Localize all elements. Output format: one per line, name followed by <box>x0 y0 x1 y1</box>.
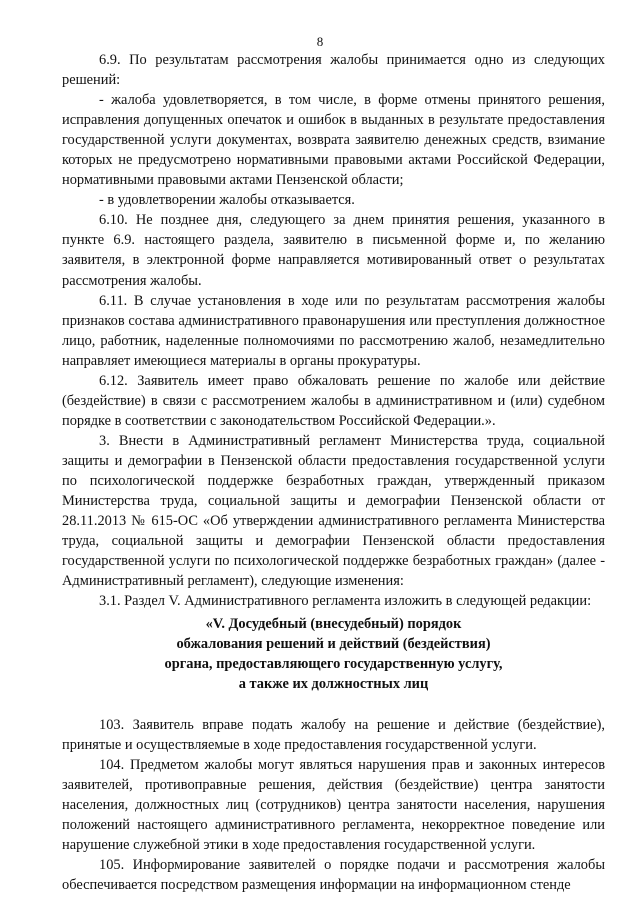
section-heading <box>62 614 605 694</box>
paragraph-6-12: 6.12. Заявитель имеет право обжаловать решение по жалобе или действие (бездействие) в связи с рассмотрением жалобы в административном и (или) судебном порядке в соответствии с законодательством Российской Федерации.». <box>62 372 605 429</box>
paragraph-105: 105. Информирование заявителей о порядке подачи и рассмотрения жалобы обеспечивается посредством размещения информации на информационном стенде <box>62 856 605 893</box>
paragraph-104: 104. Предметом жалобы могут являться нарушения прав и законных интересов заявителей, противоправные решения, действия (бездействие) центра занятости населения, должностных лиц (сотрудников) центра занятости населения, нарушения положений настоящего административного регламента, некорректное поведение или нарушение служебной этики в ходе предоставления государственной услуги. <box>62 756 605 853</box>
paragraph-6-10: 6.10. Не позднее дня, следующего за днем принятия решения, указанного в пункте 6.9. настоящего раздела, заявителю в письменной форме и, по желанию заявителя, в электронной форме направляется мотивированный ответ о результатах рассмотрения жалобы. <box>62 212 605 289</box>
section-heading-line: обжалования решений и действий (бездействия) <box>176 636 491 653</box>
section-heading-line: органа, предоставляющего государственную услугу, <box>164 656 503 673</box>
paragraph-6-9-option-satisfied: - жалоба удовлетворяется, в том числе, в форме отмены принятого решения, исправления допущенных опечаток и ошибок в выданных в результате предоставления государственной услуги документах, возврата заявителю денежных средств, взимание которых не предусмотрено нормативными правовыми актами Российской Федерации, нормативными правовыми актами Пензенской области; <box>62 92 605 189</box>
paragraph-6-9-option-refused: - в удовлетворении жалобы отказывается. <box>99 192 355 209</box>
section-heading-line: «V. Досудебный (внесудебный) порядок <box>205 616 462 633</box>
paragraph-3: 3. Внести в Административный регламент Министерства труда, социальной защиты и демографии в Пензенской области предоставления государственной услуги по психологической поддержке безработных граждан, утвержденный приказом Министерства труда, социальной защиты и демографии Пензенской области от 28.11.2013 № 615-ОС «Об утверждении административного регламента Министерства труда, социальной защиты и демографии Пензенской области предоставления государственной услуги по психологической поддержке безработных граждан» (далее - Административный регламент), следующие изменения: <box>62 432 605 590</box>
paragraph-6-9: 6.9. По результатам рассмотрения жалобы принимается одно из следующих решений: <box>62 52 605 89</box>
document-body <box>62 50 605 895</box>
page-number: 8 <box>316 34 324 49</box>
paragraph-6-11: 6.11. В случае установления в ходе или по результатам рассмотрения жалобы признаков состава административного правонарушения или преступления должностное лицо, работник, наделенные полномочиями по рассмотрению жалоб, незамедлительно направляет имеющиеся материалы в органы прокуратуры. <box>62 292 605 369</box>
paragraph-3-1: 3.1. Раздел V. Административного регламента изложить в следующей редакции: <box>99 593 592 610</box>
section-heading-line: а также их должностных лиц <box>238 676 429 693</box>
spacer <box>62 695 605 715</box>
paragraph-103: 103. Заявитель вправе подать жалобу на решение и действие (бездействие), принятые и осуществляемые в ходе предоставления государственной услуги. <box>62 716 605 753</box>
